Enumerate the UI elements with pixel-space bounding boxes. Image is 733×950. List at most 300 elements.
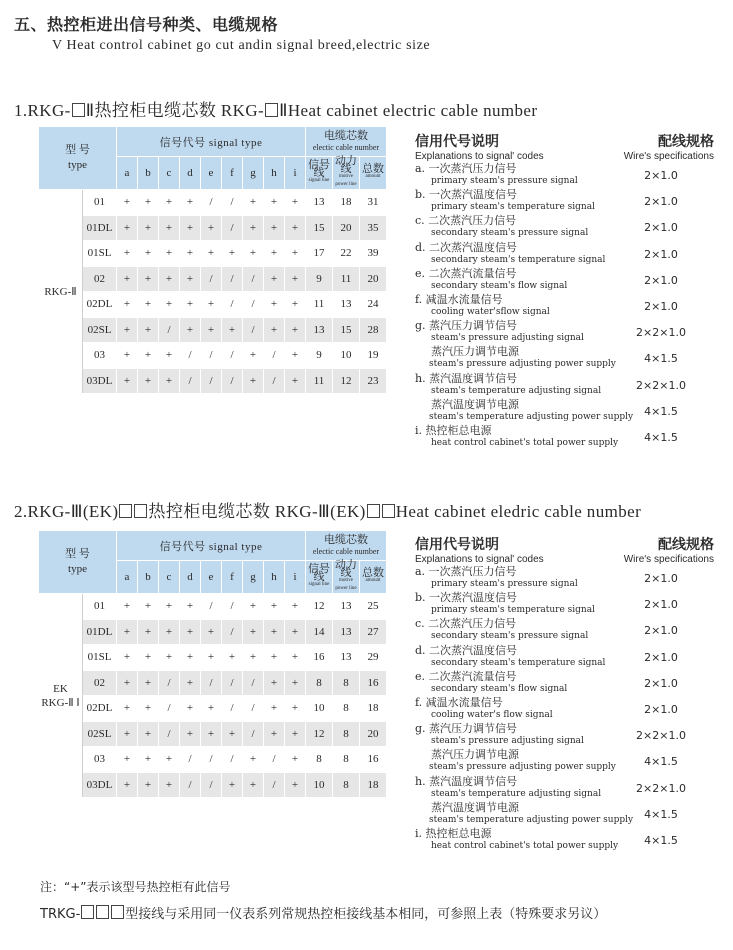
signal-line-count: 10 bbox=[306, 696, 333, 722]
signal-mark-cell: + bbox=[117, 266, 138, 292]
signal-letter-cell: f bbox=[222, 561, 243, 594]
explain-header-2 bbox=[415, 534, 544, 565]
wire-spec: 2×1.0 bbox=[644, 300, 678, 313]
signal-mark-cell: + bbox=[285, 215, 306, 241]
power-line-count: 8 bbox=[333, 772, 360, 798]
signal-mark-cell: + bbox=[138, 645, 159, 671]
signal-mark-cell: / bbox=[180, 368, 201, 394]
model-code-cell: 03DL bbox=[83, 772, 117, 798]
signal-mark-cell: / bbox=[201, 266, 222, 292]
cable-subheader-cn: 信号线 bbox=[308, 563, 330, 583]
page-subheading: V Heat control cabinet go cut andin signal breed,electric size bbox=[52, 38, 431, 53]
signal-mark-cell: / bbox=[159, 670, 180, 696]
note-line-1: 注：“+”表示该型号热控柜有此信号 bbox=[40, 880, 231, 894]
signal-mark-cell: + bbox=[117, 368, 138, 394]
signal-mark-cell: + bbox=[138, 594, 159, 620]
signal-letter-cell: g bbox=[243, 157, 264, 190]
model-code-cell: 01DL bbox=[83, 619, 117, 645]
signal-letter-cell: d bbox=[180, 561, 201, 594]
explain-item bbox=[415, 802, 633, 826]
signal-mark-cell: / bbox=[222, 266, 243, 292]
signal-mark-cell: + bbox=[180, 594, 201, 620]
explain-item bbox=[415, 723, 584, 747]
explain-item-cn: d. 二次蒸汽温度信号 bbox=[415, 240, 518, 254]
signal-mark-cell: + bbox=[222, 772, 243, 798]
signal-mark-cell: / bbox=[159, 721, 180, 747]
signal-mark-cell: + bbox=[264, 721, 285, 747]
total-count: 18 bbox=[360, 696, 387, 722]
signal-mark-cell: + bbox=[285, 317, 306, 343]
total-count: 16 bbox=[360, 747, 387, 773]
signal-mark-cell: + bbox=[201, 721, 222, 747]
cable-subheader-cn: 动力线 bbox=[335, 559, 357, 579]
total-count: 20 bbox=[360, 721, 387, 747]
explain-item-en: primary steam's pressure signal bbox=[431, 579, 578, 589]
power-line-count: 8 bbox=[333, 670, 360, 696]
explain-item-en: steam's temperature adjusting power supply bbox=[429, 814, 634, 825]
signal-mark-cell: + bbox=[138, 343, 159, 369]
explain-item bbox=[415, 592, 595, 616]
cable-subheader-cn: 动力线 bbox=[335, 155, 357, 175]
cable-header-en: electic cable number bbox=[312, 142, 380, 152]
explain-item-en: secondary steam's pressure signal bbox=[431, 228, 589, 239]
signal-header-cell bbox=[117, 127, 306, 157]
explain-subtitle: Explanations to signal' codes bbox=[415, 151, 544, 162]
signal-mark-cell: / bbox=[180, 772, 201, 798]
note-prefix: TRKG- bbox=[40, 907, 81, 922]
explain-item bbox=[415, 697, 553, 721]
blank-box-icon bbox=[72, 103, 85, 117]
signal-mark-cell: + bbox=[243, 343, 264, 369]
total-count: 39 bbox=[360, 241, 387, 267]
type-header-cn: 型 号 bbox=[65, 144, 90, 156]
wire-spec: 4×1.5 bbox=[644, 352, 678, 366]
signal-mark-cell: + bbox=[180, 619, 201, 645]
signal-mark-cell: / bbox=[222, 215, 243, 241]
signal-mark-cell: + bbox=[222, 645, 243, 671]
signal-mark-cell: + bbox=[285, 645, 306, 671]
signal-mark-cell: + bbox=[285, 670, 306, 696]
signal-mark-cell: + bbox=[201, 215, 222, 241]
explain-item-en: steam's pressure adjusting signal bbox=[431, 736, 584, 747]
explain-title: 信用代号说明 bbox=[415, 537, 499, 553]
explain-item-cn: h. 蒸汽温度调节信号 bbox=[415, 371, 518, 385]
table-row bbox=[39, 266, 387, 292]
blank-box-icon bbox=[111, 905, 124, 919]
signal-mark-cell: / bbox=[180, 343, 201, 369]
explain-item bbox=[415, 163, 578, 187]
wire-spec: 2×1.0 bbox=[644, 273, 678, 287]
signal-mark-cell: / bbox=[201, 670, 222, 696]
wire-spec: 2×1.0 bbox=[644, 676, 678, 690]
signal-mark-cell: + bbox=[138, 721, 159, 747]
signal-mark-cell: + bbox=[243, 215, 264, 241]
explain-item-cn: 蒸汽压力调节电源 bbox=[431, 345, 519, 359]
signal-header-en: signal type bbox=[208, 136, 263, 149]
signal-mark-cell: / bbox=[222, 292, 243, 318]
table-row bbox=[39, 215, 387, 241]
signal-mark-cell: / bbox=[201, 190, 222, 216]
wire-title: 配线规格 bbox=[658, 134, 714, 150]
explain-item-en: steam's pressure adjusting signal bbox=[431, 333, 584, 344]
explain-item bbox=[415, 671, 567, 695]
power-line-count: 10 bbox=[333, 343, 360, 369]
model-code-cell: 02 bbox=[83, 266, 117, 292]
explain-item-cn: b. 一次蒸汽温度信号 bbox=[415, 188, 518, 202]
signal-header-cn: 信号代号 bbox=[159, 136, 206, 149]
section-title-suffix: ⅡHeat cabinet electric cable number bbox=[279, 101, 538, 120]
section-title-prefix: 2.RKG-Ⅲ(EK) bbox=[14, 502, 119, 521]
power-line-count: 8 bbox=[333, 747, 360, 773]
signal-line-count: 11 bbox=[306, 292, 333, 318]
signal-letter-cell: e bbox=[201, 157, 222, 190]
section-title-prefix: 1.RKG- bbox=[14, 101, 71, 120]
explain-item bbox=[415, 320, 584, 344]
cable-header-cell bbox=[306, 531, 387, 561]
signal-mark-cell: + bbox=[201, 292, 222, 318]
explain-item-en: steam's temperature adjusting power supply bbox=[429, 411, 634, 422]
signal-mark-cell: / bbox=[222, 343, 243, 369]
signal-mark-cell: / bbox=[264, 772, 285, 798]
signal-mark-cell: + bbox=[264, 619, 285, 645]
section-title-suffix: Heat cabinet eledric cable number bbox=[395, 502, 642, 521]
explain-item-cn: f. 减温水流量信号 bbox=[415, 696, 503, 709]
explain-item-en: steam's temperature adjusting signal bbox=[431, 788, 602, 799]
signal-mark-cell: / bbox=[222, 696, 243, 722]
explain-item-cn: c. 二次蒸汽压力信号 bbox=[415, 214, 517, 228]
signal-letter-cell: h bbox=[264, 157, 285, 190]
signal-mark-cell: + bbox=[264, 594, 285, 620]
power-line-count: 13 bbox=[333, 619, 360, 645]
signal-mark-cell: + bbox=[285, 292, 306, 318]
signal-header-cell bbox=[117, 531, 306, 561]
blank-box-icon bbox=[367, 504, 380, 518]
signal-mark-cell: / bbox=[243, 721, 264, 747]
wire-spec: 2×1.0 bbox=[644, 598, 678, 612]
wire-spec: 4×1.5 bbox=[644, 431, 678, 444]
cable-subheader-en: amount bbox=[365, 174, 381, 179]
cable-subheader-cell bbox=[333, 157, 360, 190]
model-code-cell: 01 bbox=[83, 190, 117, 216]
table-row bbox=[39, 241, 387, 267]
wire-header-2 bbox=[614, 534, 714, 565]
cable-header-en: electic cable number bbox=[312, 546, 380, 556]
signal-mark-cell: + bbox=[222, 721, 243, 747]
signal-mark-cell: + bbox=[285, 241, 306, 267]
signal-mark-cell: + bbox=[117, 747, 138, 773]
model-code-cell: 02DL bbox=[83, 696, 117, 722]
explain-item bbox=[415, 346, 616, 370]
explain-item-en: steam's pressure adjusting power supply bbox=[429, 359, 616, 370]
wire-spec: 4×1.5 bbox=[644, 755, 678, 769]
note-line-2 bbox=[40, 903, 606, 922]
signal-mark-cell: / bbox=[222, 747, 243, 773]
explain-item-cn: i. 热控柜总电源 bbox=[415, 827, 492, 840]
section-title-mid: 热控柜电缆芯数 RKG-Ⅲ(EK) bbox=[148, 502, 366, 521]
signal-mark-cell: + bbox=[159, 747, 180, 773]
signal-mark-cell: / bbox=[222, 594, 243, 620]
signal-line-count: 16 bbox=[306, 645, 333, 671]
signal-letter-cell: e bbox=[201, 561, 222, 594]
total-count: 19 bbox=[360, 343, 387, 369]
total-count: 35 bbox=[360, 215, 387, 241]
signal-mark-cell: / bbox=[201, 772, 222, 798]
power-line-count: 22 bbox=[333, 241, 360, 267]
signal-line-count: 15 bbox=[306, 215, 333, 241]
wire-spec: 2×2×1.0 bbox=[636, 326, 686, 340]
model-code-cell: 01SL bbox=[83, 241, 117, 267]
explain-item bbox=[415, 189, 595, 213]
cable-subheader-en: signal line bbox=[308, 582, 330, 587]
explain-item-en: heat control cabinet's total power supply bbox=[431, 438, 619, 448]
model-code-cell: 03DL bbox=[83, 368, 117, 394]
power-line-count: 8 bbox=[333, 696, 360, 722]
signal-mark-cell: + bbox=[138, 368, 159, 394]
signal-mark-cell: + bbox=[180, 721, 201, 747]
model-code-cell: 02SL bbox=[83, 721, 117, 747]
explain-item bbox=[415, 776, 601, 800]
type-header-en: type bbox=[68, 563, 87, 575]
signal-letter-cell: a bbox=[117, 157, 138, 190]
signal-mark-cell: / bbox=[243, 670, 264, 696]
note-suffix: 型接线与采用同一仪表系列常规热控柜接线基本相同，可参照上表（特殊要求另议） bbox=[125, 907, 607, 922]
signal-mark-cell: + bbox=[180, 190, 201, 216]
signal-mark-cell: + bbox=[285, 747, 306, 773]
signal-mark-cell: + bbox=[201, 241, 222, 267]
signal-mark-cell: + bbox=[201, 317, 222, 343]
table-row bbox=[39, 190, 387, 216]
wire-spec: 2×2×1.0 bbox=[636, 729, 686, 743]
power-line-count: 11 bbox=[333, 266, 360, 292]
signal-mark-cell: + bbox=[201, 645, 222, 671]
signal-mark-cell: + bbox=[264, 317, 285, 343]
explain-item bbox=[415, 242, 605, 266]
table-row bbox=[39, 368, 387, 394]
signal-mark-cell: / bbox=[201, 343, 222, 369]
cable-subheader-cn: 总数 bbox=[362, 567, 384, 579]
signal-mark-cell: + bbox=[138, 266, 159, 292]
blank-box-icon bbox=[265, 103, 278, 117]
signal-line-count: 13 bbox=[306, 317, 333, 343]
explain-item-cn: 蒸汽温度调节电源 bbox=[431, 800, 519, 814]
explain-item-cn: c. 二次蒸汽压力信号 bbox=[415, 617, 517, 631]
wire-spec: 2×1.0 bbox=[644, 624, 678, 638]
explain-item-cn: b. 一次蒸汽温度信号 bbox=[415, 591, 518, 605]
signal-mark-cell: + bbox=[138, 772, 159, 798]
signal-mark-cell: + bbox=[117, 241, 138, 267]
signal-letter-cell: h bbox=[264, 561, 285, 594]
signal-mark-cell: + bbox=[285, 343, 306, 369]
signal-mark-cell: + bbox=[180, 215, 201, 241]
explain-item-cn: e. 二次蒸汽流量信号 bbox=[415, 669, 517, 683]
model-cell: EK RKG-Ⅱ Ⅰ bbox=[39, 594, 83, 798]
signal-mark-cell: + bbox=[159, 645, 180, 671]
signal-letter-cell: c bbox=[159, 157, 180, 190]
signal-line-count: 8 bbox=[306, 670, 333, 696]
signal-mark-cell: + bbox=[138, 747, 159, 773]
total-count: 29 bbox=[360, 645, 387, 671]
signal-mark-cell: + bbox=[159, 215, 180, 241]
signal-mark-cell: / bbox=[243, 292, 264, 318]
explain-item-en: steam's pressure adjusting power supply bbox=[429, 762, 616, 773]
signal-mark-cell: + bbox=[117, 645, 138, 671]
explain-item-en: secondary steam's temperature signal bbox=[431, 657, 606, 668]
signal-mark-cell: / bbox=[243, 317, 264, 343]
wire-header-1 bbox=[614, 131, 714, 162]
power-line-count: 12 bbox=[333, 368, 360, 394]
explain-item-en: primary steam's temperature signal bbox=[431, 605, 595, 616]
model-code-cell: 02SL bbox=[83, 317, 117, 343]
table-row bbox=[39, 619, 387, 645]
signal-mark-cell: / bbox=[222, 670, 243, 696]
explain-item bbox=[415, 399, 633, 423]
explain-item-cn: d. 二次蒸汽温度信号 bbox=[415, 643, 518, 657]
blank-box-icon bbox=[81, 905, 94, 919]
signal-mark-cell: + bbox=[201, 696, 222, 722]
signal-mark-cell: + bbox=[180, 241, 201, 267]
signal-mark-cell: / bbox=[201, 747, 222, 773]
total-count: 27 bbox=[360, 619, 387, 645]
signal-letter-cell: c bbox=[159, 561, 180, 594]
power-line-count: 13 bbox=[333, 292, 360, 318]
signal-mark-cell: + bbox=[117, 772, 138, 798]
signal-mark-cell: + bbox=[285, 368, 306, 394]
signal-mark-cell: + bbox=[243, 772, 264, 798]
cable-subheader-cell bbox=[360, 157, 387, 190]
signal-mark-cell: + bbox=[138, 317, 159, 343]
explain-item-en: steam's temperature adjusting signal bbox=[431, 385, 602, 396]
signal-mark-cell: + bbox=[159, 368, 180, 394]
type-header-cn: 型 号 bbox=[65, 548, 90, 560]
signal-letter-cell: i bbox=[285, 157, 306, 190]
signal-mark-cell: + bbox=[180, 670, 201, 696]
wire-spec: 2×1.0 bbox=[644, 247, 678, 261]
wire-spec: 2×1.0 bbox=[644, 650, 678, 664]
blank-box-icon bbox=[96, 905, 109, 919]
explain-title: 信用代号说明 bbox=[415, 134, 499, 150]
signal-mark-cell: / bbox=[243, 266, 264, 292]
table-row bbox=[39, 772, 387, 798]
signal-mark-cell: / bbox=[264, 368, 285, 394]
signal-mark-cell: / bbox=[264, 747, 285, 773]
wire-subtitle: Wire's specifications bbox=[623, 554, 714, 565]
table-row bbox=[39, 317, 387, 343]
table-row bbox=[39, 645, 387, 671]
cable-subheader-cn: 信号线 bbox=[308, 159, 330, 179]
signal-mark-cell: + bbox=[138, 670, 159, 696]
signal-mark-cell: + bbox=[159, 241, 180, 267]
model-code-cell: 01 bbox=[83, 594, 117, 620]
blank-box-icon bbox=[134, 504, 147, 518]
power-line-count: 13 bbox=[333, 645, 360, 671]
signal-mark-cell: + bbox=[243, 594, 264, 620]
signal-mark-cell: + bbox=[222, 317, 243, 343]
model-code-cell: 01SL bbox=[83, 645, 117, 671]
table-row bbox=[39, 696, 387, 722]
table-row bbox=[39, 594, 387, 620]
model-code-cell: 03 bbox=[83, 343, 117, 369]
signal-mark-cell: / bbox=[222, 368, 243, 394]
total-count: 24 bbox=[360, 292, 387, 318]
section-2-title bbox=[14, 497, 641, 522]
total-count: 28 bbox=[360, 317, 387, 343]
power-line-count: 13 bbox=[333, 594, 360, 620]
signal-mark-cell: + bbox=[117, 317, 138, 343]
signal-mark-cell: + bbox=[285, 721, 306, 747]
explain-item-cn: 蒸汽压力调节电源 bbox=[431, 748, 519, 762]
signal-mark-cell: + bbox=[285, 190, 306, 216]
model-code-cell: 03 bbox=[83, 747, 117, 773]
explain-item-cn: 蒸汽温度调节电源 bbox=[431, 397, 519, 411]
explain-item-cn: g. 蒸汽压力调节信号 bbox=[415, 722, 518, 736]
signal-mark-cell: + bbox=[117, 696, 138, 722]
signal-mark-cell: + bbox=[138, 696, 159, 722]
total-count: 18 bbox=[360, 772, 387, 798]
signal-mark-cell: + bbox=[285, 594, 306, 620]
signal-letter-cell: b bbox=[138, 561, 159, 594]
wire-spec: 2×2×1.0 bbox=[636, 781, 686, 795]
explain-subtitle: Explanations to signal' codes bbox=[415, 554, 544, 565]
signal-mark-cell: / bbox=[159, 317, 180, 343]
explain-item-en: cooling water's flow signal bbox=[431, 710, 553, 720]
explain-item bbox=[415, 268, 567, 292]
cable-subheader-en: amount bbox=[365, 578, 381, 583]
cable-header-cn: 电缆芯数 bbox=[324, 533, 368, 546]
total-count: 25 bbox=[360, 594, 387, 620]
cable-table-1 bbox=[38, 126, 387, 394]
signal-letter-cell: d bbox=[180, 157, 201, 190]
section-1-title bbox=[14, 96, 537, 121]
signal-mark-cell: + bbox=[264, 645, 285, 671]
signal-mark-cell: + bbox=[243, 619, 264, 645]
cable-header-cn: 电缆芯数 bbox=[324, 129, 368, 142]
signal-line-count: 13 bbox=[306, 190, 333, 216]
signal-mark-cell: + bbox=[138, 292, 159, 318]
signal-mark-cell: + bbox=[264, 215, 285, 241]
section-title-mid: Ⅱ热控柜电缆芯数 RKG- bbox=[85, 101, 265, 120]
signal-mark-cell: + bbox=[201, 619, 222, 645]
wire-title: 配线规格 bbox=[658, 537, 714, 553]
table-row bbox=[39, 292, 387, 318]
cable-subheader-en: motive power line bbox=[335, 174, 357, 187]
signal-mark-cell: + bbox=[264, 190, 285, 216]
signal-line-count: 9 bbox=[306, 343, 333, 369]
table-row bbox=[39, 747, 387, 773]
signal-mark-cell: + bbox=[159, 619, 180, 645]
signal-mark-cell: + bbox=[243, 645, 264, 671]
page-heading: 五、热控柜进出信号种类、电缆规格 bbox=[14, 15, 279, 34]
signal-letter-cell: i bbox=[285, 561, 306, 594]
explain-item-en: primary steam's temperature signal bbox=[431, 202, 595, 213]
signal-mark-cell: + bbox=[159, 190, 180, 216]
wire-spec: 4×1.5 bbox=[644, 834, 678, 847]
cable-subheader-cell bbox=[333, 561, 360, 594]
signal-mark-cell: + bbox=[222, 241, 243, 267]
blank-box-icon bbox=[382, 504, 395, 518]
signal-mark-cell: + bbox=[180, 317, 201, 343]
signal-mark-cell: + bbox=[159, 266, 180, 292]
signal-mark-cell: + bbox=[264, 266, 285, 292]
explain-header-1 bbox=[415, 131, 544, 162]
signal-letter-cell: a bbox=[117, 561, 138, 594]
model-cell: RKG-Ⅱ bbox=[39, 190, 83, 394]
power-line-count: 20 bbox=[333, 215, 360, 241]
explain-item-cn: g. 蒸汽压力调节信号 bbox=[415, 319, 518, 333]
signal-mark-cell: / bbox=[180, 747, 201, 773]
signal-mark-cell: + bbox=[264, 241, 285, 267]
signal-letter-cell: g bbox=[243, 561, 264, 594]
explain-item-en: secondary steam's temperature signal bbox=[431, 254, 606, 265]
